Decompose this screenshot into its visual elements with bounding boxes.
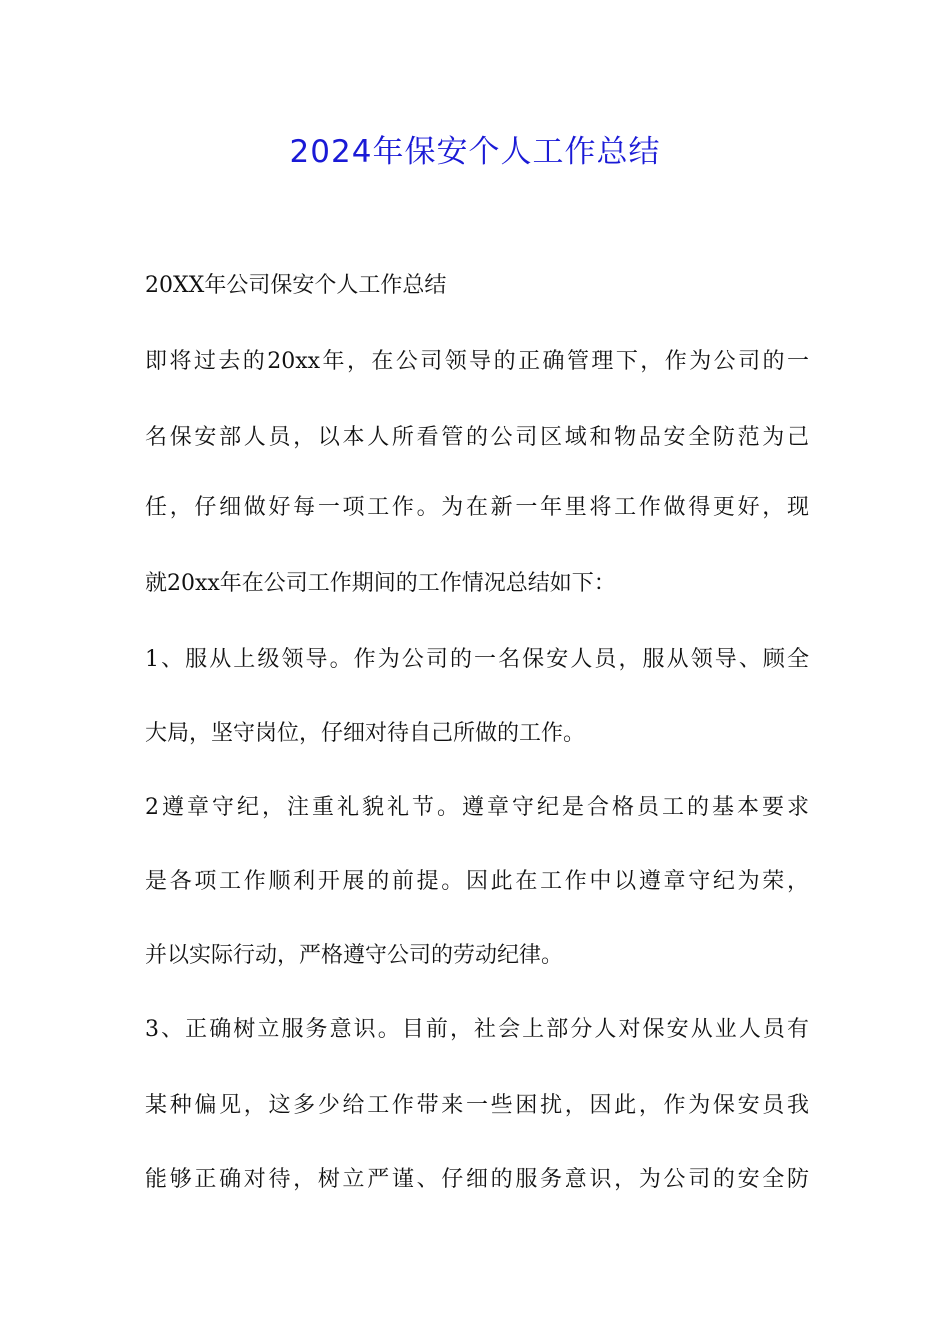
document-title: 2024年保安个人工作总结 bbox=[289, 134, 661, 170]
paragraph-line: 1、服从上级领导。作为公司的一名保安人员，服从领导、顾全 bbox=[145, 647, 809, 672]
paragraph-line: 是各项工作顺利开展的前提。因此在工作中以遵章守纪为荣， bbox=[145, 869, 809, 894]
paragraph-line: 任，仔细做好每一项工作。为在新一年里将工作做得更好，现 bbox=[145, 495, 809, 520]
paragraph-line: 并以实际行动，严格遵守公司的劳动纪律。 bbox=[145, 943, 564, 968]
paragraph-line: 即将过去的20xx年，在公司领导的正确管理下，作为公司的一 bbox=[145, 349, 809, 374]
subtitle-line: 20XX年公司保安个人工作总结 bbox=[145, 273, 447, 298]
paragraph-line: 大局，坚守岗位，仔细对待自己所做的工作。 bbox=[145, 721, 586, 746]
paragraph-line: 就20xx年在公司工作期间的工作情况总结如下： bbox=[145, 571, 616, 596]
paragraph-line: 3、正确树立服务意识。目前，社会上部分人对保安从业人员有 bbox=[145, 1017, 809, 1042]
paragraph-line: 能够正确对待，树立严谨、仔细的服务意识，为公司的安全防 bbox=[145, 1167, 809, 1192]
paragraph-line: 2遵章守纪，注重礼貌礼节。遵章守纪是合格员工的基本要求 bbox=[145, 795, 809, 820]
paragraph-line: 名保安部人员，以本人所看管的公司区域和物品安全防范为己 bbox=[145, 425, 809, 450]
paragraph-line: 某种偏见，这多少给工作带来一些困扰，因此，作为保安员我 bbox=[145, 1093, 809, 1118]
